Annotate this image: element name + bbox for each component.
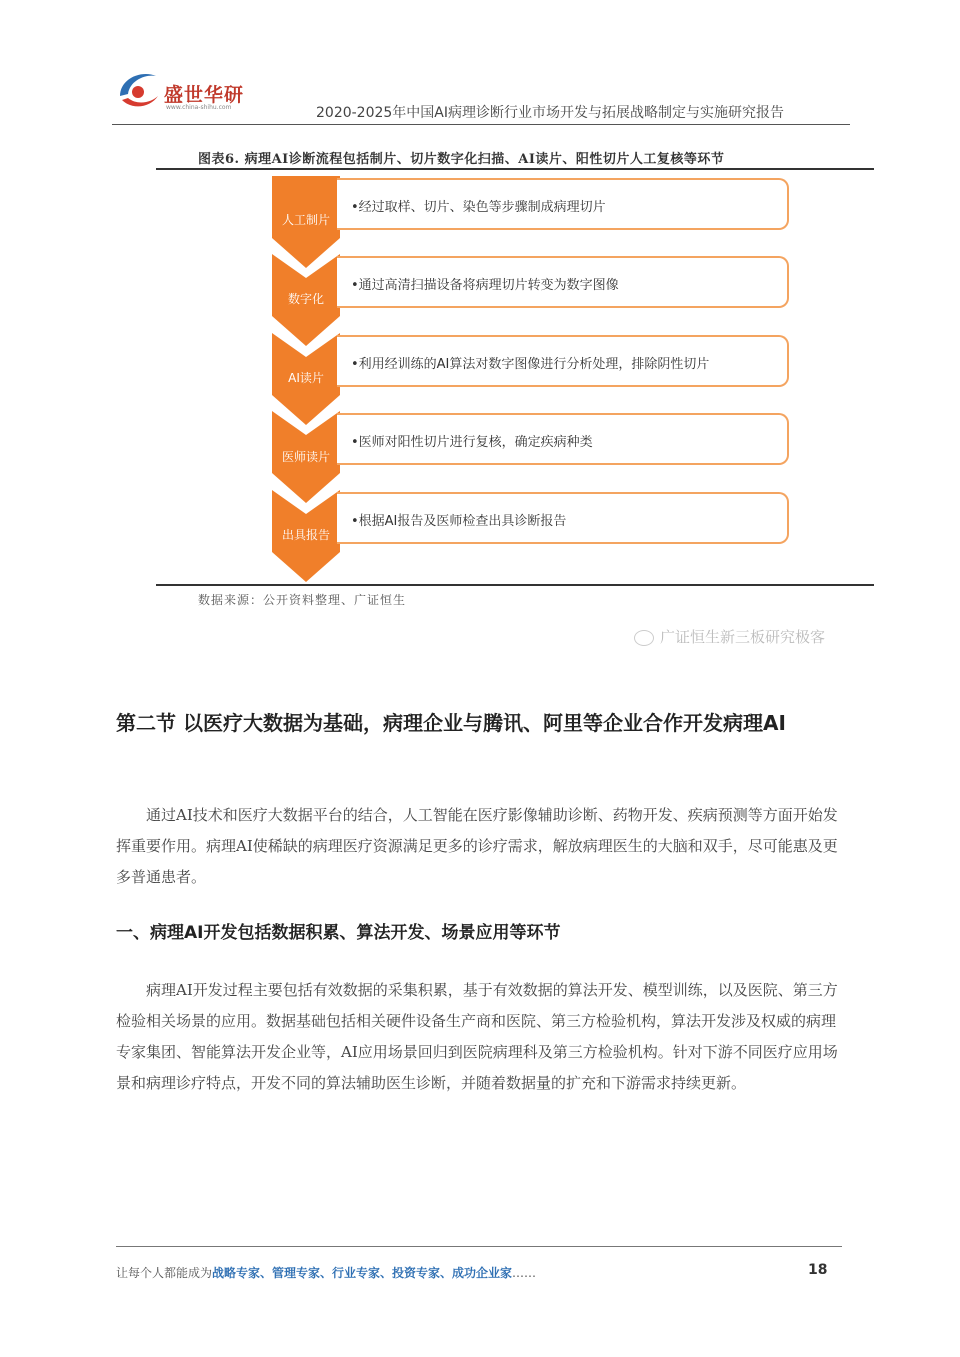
figure-caption: 图表6. 病理AI诊断流程包括制片、切片数字化扫描、AI读片、阳性切片人工复核等环节 (198, 152, 725, 167)
logo-text: 盛世华研 (164, 84, 245, 106)
step-label: AI读片 (288, 371, 324, 385)
footer-divider (116, 1246, 842, 1247)
report-title: 2020-2025年中国AI病理诊断行业市场开发与拓展战略制定与实施研究报告 (316, 105, 785, 121)
step-label: 出具报告 (281, 528, 330, 542)
footer-suffix: …… (512, 1266, 537, 1280)
step-box (337, 178, 789, 230)
step-text: •根据AI报告及医师检查出具诊断报告 (351, 514, 567, 529)
paragraph: 病理AI开发过程主要包括有效数据的采集积累，基于有效数据的算法开发、模型训练，以及医院、第三方检验相关场景的应用。数据基础包括相关硬件设备生产商和医院、第三方检验机构，算法开发涉及权威的病理专家集团、智能算法开发企业等，AI应用场景回归到医院病理科及第三方检验机构。针对下游不同医疗应用场景和病理诊疗特点，开发不同的算法辅助医生诊断，并随着数据量的扩充和下游需求持续更新。 (116, 981, 838, 1092)
paragraph: 通过AI技术和医疗大数据平台的结合，人工智能在医疗影像辅助诊断、药物开发、疾病预测等方面开始发挥重要作用。病理AI使稀缺的病理医疗资源满足更多的诊疗需求，解放病理医生的大脑和双手，尽可能惠及更多普通患者。 (116, 806, 838, 886)
subheading: 一、病理AI开发包括数据积累、算法开发、场景应用等环节 (116, 923, 561, 943)
wechat-icon (634, 630, 654, 646)
figure-bottom-rule (156, 584, 874, 586)
step-box (337, 335, 789, 387)
step-text: •利用经训练的AI算法对数字图像进行分析处理，排除阴性切片 (351, 357, 710, 372)
step-text: •医师对阳性切片进行复核，确定疾病种类 (351, 435, 593, 450)
step-text: •通过高清扫描设备将病理切片转变为数字图像 (351, 278, 619, 293)
figure-source: 数据来源：公开资料整理、广证恒生 (198, 593, 407, 607)
footer-prefix: 让每个人都能成为 (116, 1266, 213, 1280)
step-label: 医师读片 (281, 450, 330, 464)
page-number: 18 (808, 1262, 828, 1278)
step-box (337, 256, 789, 308)
step-label: 数字化 (287, 292, 324, 306)
logo-url: www.china-shihu.com (166, 104, 232, 111)
process-flow (0, 0, 960, 600)
footer-slogan (116, 1264, 536, 1281)
footer-emphasis: 战略专家、管理专家、行业专家、投资专家、成功企业家 (212, 1266, 513, 1280)
section-title: 第二节 以医疗大数据为基础，病理企业与腾讯、阿里等企业合作开发病理AI (116, 711, 786, 735)
watermark (634, 626, 825, 647)
watermark-text: 广证恒生新三板研究极客 (660, 628, 826, 646)
step-box (337, 413, 789, 465)
step-text: •经过取样、切片、染色等步骤制成病理切片 (351, 200, 606, 215)
step-box (337, 492, 789, 544)
step-label: 人工制片 (281, 213, 330, 227)
